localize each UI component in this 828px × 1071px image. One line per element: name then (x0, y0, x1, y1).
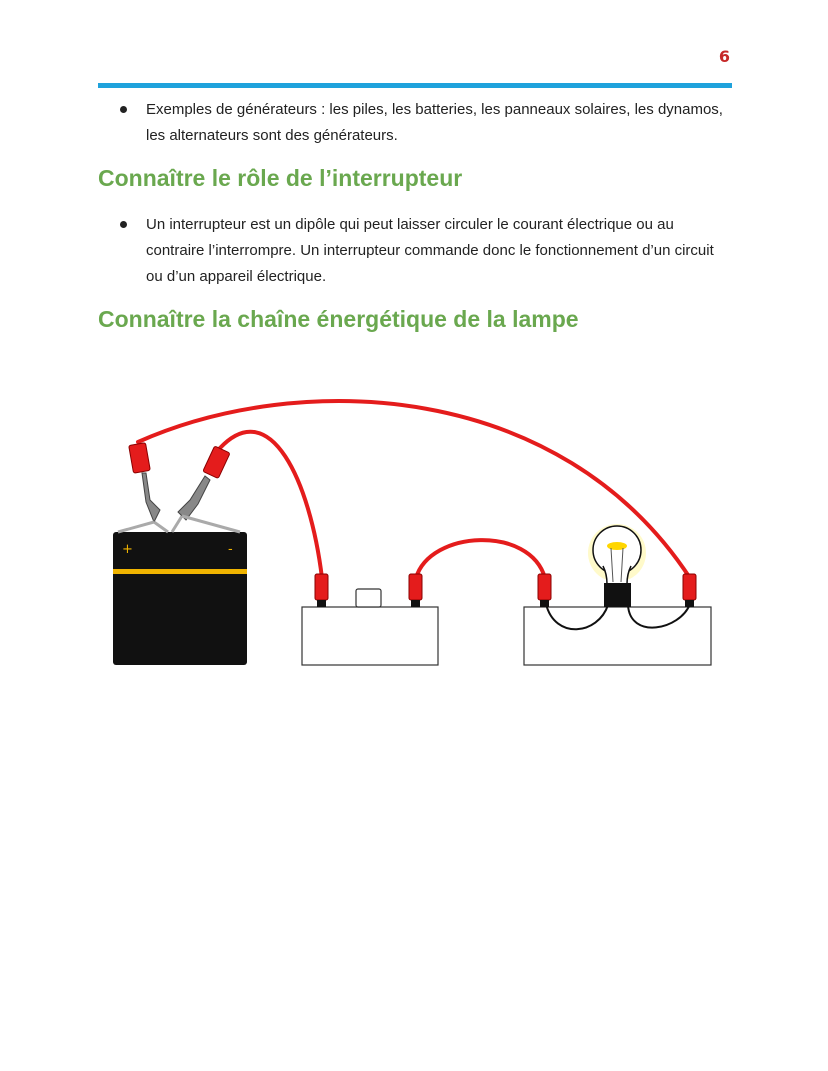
battery-plus-label: + (122, 542, 133, 557)
battery-stripe (113, 569, 247, 574)
heading-switch-role: Connaître le rôle de l’interrupteur (98, 165, 463, 191)
clip-right-terminal (172, 516, 240, 532)
battery-body (113, 532, 247, 665)
battery (113, 532, 247, 665)
plug-tip (540, 600, 549, 607)
plug-lamp-right (683, 574, 696, 600)
bullet-text: Un interrupteur est un dipôle qui peut laisser circuler le courant électrique ou au contraire l’interrompre. Un interrupteur commande donc le fonctionnement d’un circuit ou d’un appareil électrique. (146, 216, 714, 285)
plug-switch-left (315, 574, 328, 600)
bullet-text: Exemples de générateurs : les piles, les batteries, les panneaux solaires, les dynamos, les alternateurs sont des générateurs. (146, 101, 723, 144)
lamp-holder (524, 604, 711, 665)
clip-left-jaw (142, 473, 160, 522)
bulb (588, 524, 646, 607)
page-number: 6 (718, 47, 730, 66)
heading-energy-chain: Connaître la chaîne énergétique de la lampe (98, 306, 579, 332)
clip-left-sleeve (129, 443, 151, 474)
switch-base (302, 607, 438, 665)
clip-left (118, 443, 168, 532)
switch-button (356, 589, 381, 607)
bulb-filament (607, 542, 627, 550)
clip-right-sleeve (203, 446, 230, 479)
clip-right (172, 446, 240, 532)
bulb-socket (604, 583, 631, 607)
wire-switch-to-lamp (416, 540, 545, 578)
bulb-neck (603, 566, 631, 584)
plug-tip (411, 600, 420, 607)
plug-tip (317, 600, 326, 607)
plug-tip (685, 600, 694, 607)
battery-minus-label: - (228, 542, 233, 557)
clip-right-jaw (178, 476, 210, 520)
clip-left-terminal (118, 522, 168, 532)
plug-switch-right (409, 574, 422, 600)
plug-lamp-left (538, 574, 551, 600)
